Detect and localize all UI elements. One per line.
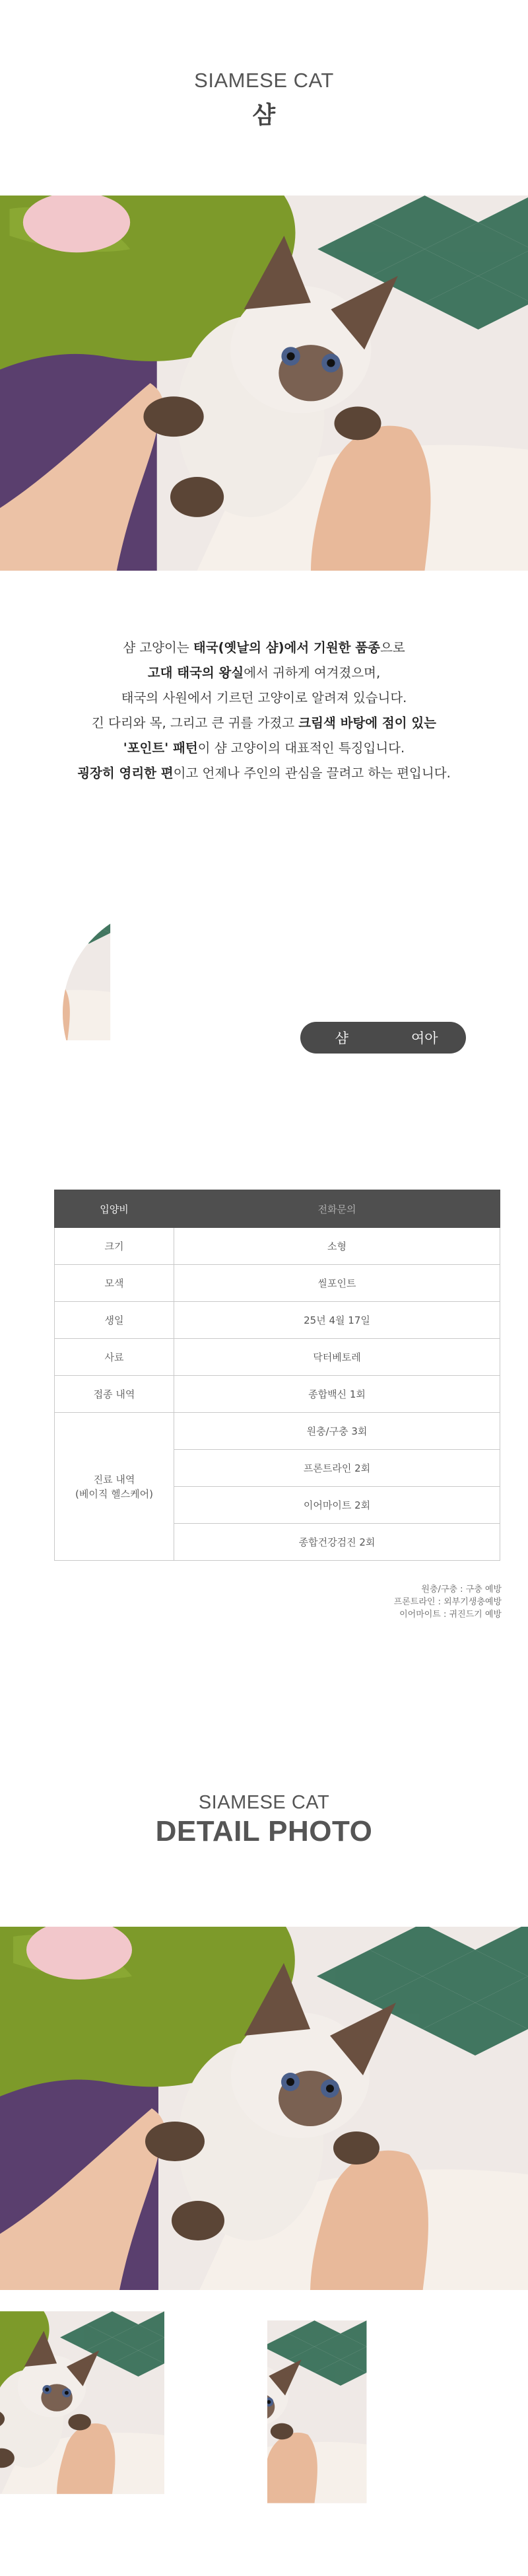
row-label: 크기: [55, 1228, 174, 1265]
detail-photo-large: [0, 1927, 528, 2290]
description-line: [0, 661, 528, 686]
gender-label: 여아: [411, 1031, 438, 1046]
description-line: [0, 711, 528, 736]
table-row: [55, 1302, 500, 1339]
row-value: 소형: [174, 1228, 500, 1265]
detail-title: DETAIL PHOTO: [155, 1815, 373, 1847]
body-text: 태국의 사원에서 기르던 고양이로 알려져 있습니다.: [121, 690, 407, 705]
body-text: 이고 언제나 주인의 관심을 끌려고 하는 편입니다.: [173, 766, 451, 781]
description-line: [0, 761, 528, 786]
note-line: 프론트라인 : 외부기생충예방: [393, 1597, 502, 1607]
price-value: 전화문의: [174, 1190, 500, 1228]
profile-badge: [300, 1022, 466, 1054]
body-text: 에서 귀하게 여겨졌으며,: [244, 665, 381, 680]
row-value: 닥터베토레: [174, 1339, 500, 1376]
table-row: [55, 1376, 500, 1413]
row-label: 접종 내역: [55, 1376, 174, 1413]
highlight-text: 크림색 바탕에 점이 있는: [298, 715, 437, 731]
care-value: 프론트라인 2회: [174, 1450, 500, 1487]
description-line: [0, 635, 528, 661]
note-line: 원충/구충 : 구충 예방: [421, 1585, 502, 1594]
note-line: 이어마이트 : 귀진드기 예방: [399, 1610, 502, 1620]
body-text: 으로: [380, 640, 405, 655]
detail-photo-left: [0, 2297, 261, 2576]
care-value: 종합건강검진 2회: [174, 1524, 500, 1561]
highlight-text: 태국(옛날의 샴)에서 기원한 품종: [193, 640, 380, 655]
care-value: 원충/구충 3회: [174, 1413, 500, 1450]
care-notes: [394, 1583, 502, 1621]
row-value: 종합백신 1회: [174, 1376, 500, 1413]
table-header-row: [55, 1190, 500, 1228]
hero-cat-photo: [0, 196, 528, 571]
body-text: 샴 고양이는: [123, 640, 193, 655]
breed-label: 샴: [335, 1031, 348, 1046]
detail-eyebrow: SIAMESE CAT: [198, 1792, 330, 1813]
care-label-sub: (베이직 헬스케어): [75, 1487, 153, 1500]
table-row: [55, 1339, 500, 1376]
body-text: 긴 다리와 목, 그리고 큰 귀를 가졌고: [91, 715, 299, 731]
info-table-body: [55, 1228, 500, 1561]
row-label: 모색: [55, 1265, 174, 1302]
row-label: 생일: [55, 1302, 174, 1339]
care-label: [55, 1413, 174, 1561]
care-value: 이어마이트 2회: [174, 1487, 500, 1524]
row-value: 씰포인트: [174, 1265, 500, 1302]
highlight-text: 굉장히 영리한 편: [77, 766, 174, 781]
description-line: [0, 686, 528, 711]
table-row: [55, 1228, 500, 1265]
breed-description: [0, 635, 528, 786]
highlight-text: 고대 태국의 왕실: [147, 665, 244, 680]
highlight-text: '포인트' 패턴: [123, 740, 198, 756]
row-label: 사료: [55, 1339, 174, 1376]
header-eyebrow: SIAMESE CAT: [194, 69, 334, 92]
table-row: [55, 1413, 500, 1450]
page-title: 샴: [252, 102, 276, 129]
care-label-main: 진료 내역: [93, 1473, 135, 1485]
body-text: 이 샴 고양이의 대표적인 특징입니다.: [197, 740, 405, 756]
row-value: 25년 4월 17일: [174, 1302, 500, 1339]
profile-cat-photo: [63, 906, 277, 1120]
price-label: 입양비: [55, 1190, 174, 1228]
description-line: [0, 736, 528, 761]
detail-photo-right: [267, 2297, 528, 2576]
info-table: [54, 1190, 500, 1561]
table-row: [55, 1265, 500, 1302]
